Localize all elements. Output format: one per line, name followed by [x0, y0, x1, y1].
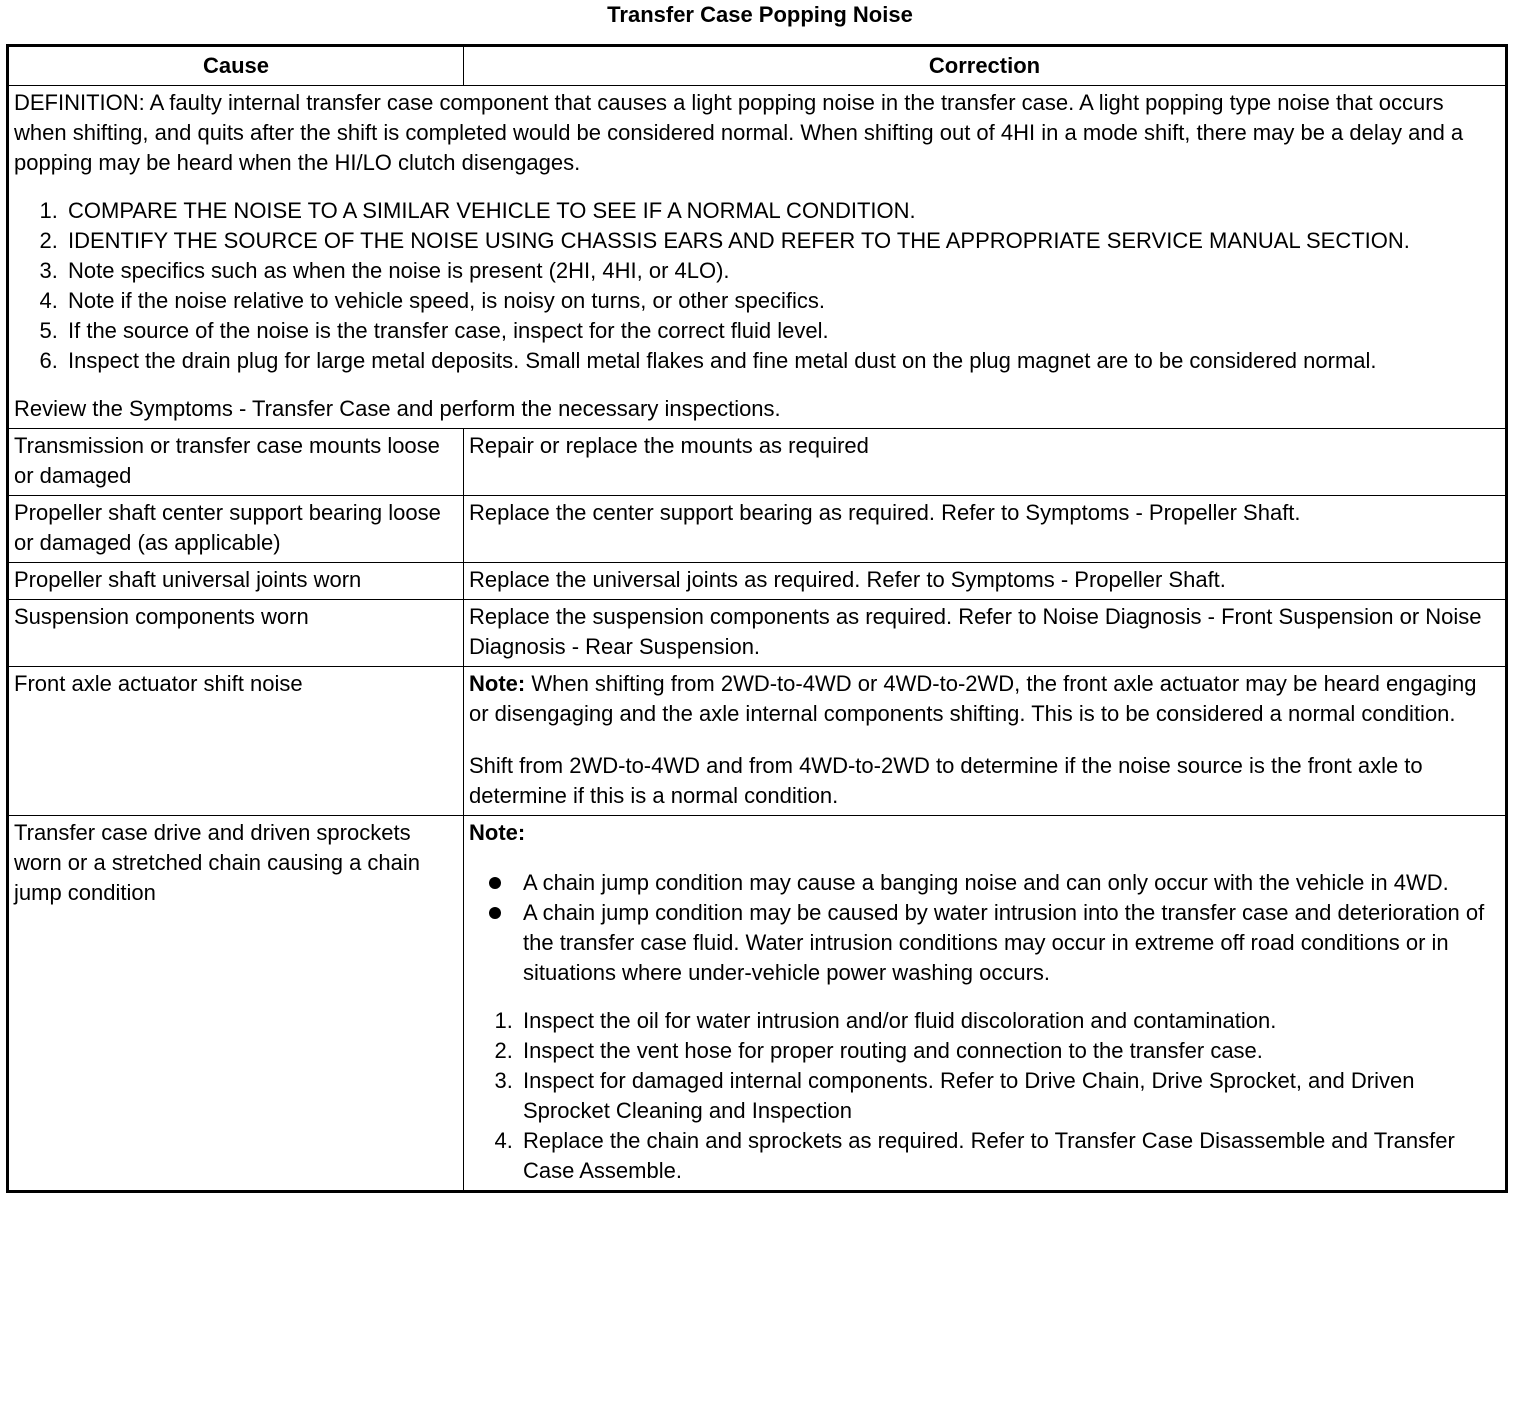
list-item: 1. Inspect the oil for water intrusion and/or fluid discoloration and contamination.	[519, 1006, 1500, 1036]
list-item: 4. Note if the noise relative to vehicle speed, is noisy on turns, or other specifics.	[64, 286, 1500, 316]
diagnosis-table	[6, 44, 1508, 1193]
correction-cell: Repair or replace the mounts as required	[464, 429, 1507, 496]
correction-cell	[464, 667, 1507, 816]
note-label: Note:	[469, 671, 526, 696]
cause-cell: Propeller shaft center support bearing loose or damaged (as applicable)	[8, 496, 464, 563]
correction-cell: Replace the suspension components as required. Refer to Noise Diagnosis - Front Suspension or Noise Diagnosis - Rear Suspension.	[464, 600, 1507, 667]
review-text: Review the Symptoms - Transfer Case and perform the necessary inspections.	[14, 396, 781, 421]
list-item: 1. COMPARE THE NOISE TO A SIMILAR VEHICLE TO SEE IF A NORMAL CONDITION.	[64, 196, 1500, 226]
cause-cell: Transfer case drive and driven sprockets worn or a stretched chain causing a chain jump condition	[8, 816, 464, 1192]
bullet-icon	[489, 877, 501, 889]
definition-steps	[14, 196, 1500, 376]
note-text: When shifting from 2WD-to-4WD or 4WD-to-2WD, the front axle actuator may be heard engaging or disengaging and the axle internal components shifting. This is to be considered a normal condition.	[469, 671, 1477, 726]
correction-header: Correction	[464, 46, 1507, 86]
table-row	[8, 600, 1507, 667]
cause-cell: Propeller shaft universal joints worn	[8, 563, 464, 600]
note-paragraph	[469, 669, 1500, 729]
cause-cell: Transmission or transfer case mounts loose or damaged	[8, 429, 464, 496]
note-label: Note:	[469, 820, 526, 845]
chain-steps	[469, 1006, 1500, 1186]
note-bullets	[469, 868, 1500, 988]
table-row	[8, 563, 1507, 600]
table-row	[8, 667, 1507, 816]
cause-cell: Front axle actuator shift noise	[8, 667, 464, 816]
list-item: 5. If the source of the noise is the transfer case, inspect for the correct fluid level.	[64, 316, 1500, 346]
list-item: 2. Inspect the vent hose for proper routing and connection to the transfer case.	[519, 1036, 1500, 1066]
list-item	[519, 898, 1500, 988]
list-item: 6. Inspect the drain plug for large metal deposits. Small metal flakes and fine metal dust on the plug magnet are to be considered normal.	[64, 346, 1500, 376]
instruction-text: Shift from 2WD-to-4WD and from 4WD-to-2WD to determine if the noise source is the front axle to determine if this is a normal condition.	[469, 753, 1423, 808]
list-item: 4. Replace the chain and sprockets as required. Refer to Transfer Case Disassemble and Transfer Case Assemble.	[519, 1126, 1500, 1186]
correction-cell: Replace the universal joints as required. Refer to Symptoms - Propeller Shaft.	[464, 563, 1507, 600]
table-row	[8, 496, 1507, 563]
cause-cell: Suspension components worn	[8, 600, 464, 667]
bullet-text: A chain jump condition may cause a banging noise and can only occur with the vehicle in 4WD.	[523, 870, 1449, 895]
bullet-icon	[489, 907, 501, 919]
correction-cell	[464, 816, 1507, 1192]
definition-row	[8, 86, 1507, 429]
definition-cell	[8, 86, 1507, 429]
bullet-text: A chain jump condition may be caused by water intrusion into the transfer case and deterioration of the transfer case fluid. Water intrusion conditions may occur in extreme off road conditions or in situations where under-vehicle power washing occurs.	[523, 900, 1485, 985]
table-row	[8, 816, 1507, 1192]
page-title: Transfer Case Popping Noise	[607, 2, 913, 27]
cause-header: Cause	[8, 46, 464, 86]
header-row	[8, 46, 1507, 86]
list-item: 2. IDENTIFY THE SOURCE OF THE NOISE USING CHASSIS EARS AND REFER TO THE APPROPRIATE SERVICE MANUAL SECTION.	[64, 226, 1500, 256]
list-item	[519, 868, 1500, 898]
list-item: 3. Note specifics such as when the noise is present (2HI, 4HI, or 4LO).	[64, 256, 1500, 286]
table-row	[8, 429, 1507, 496]
list-item: 3. Inspect for damaged internal components. Refer to Drive Chain, Drive Sprocket, and Driven Sprocket Cleaning and Inspection	[519, 1066, 1500, 1126]
correction-cell: Replace the center support bearing as required. Refer to Symptoms - Propeller Shaft.	[464, 496, 1507, 563]
definition-text: DEFINITION: A faulty internal transfer case component that causes a light popping noise in the transfer case. A light popping type noise that occurs when shifting, and quits after the shift is completed would be considered normal. When shifting out of 4HI in a mode shift, there may be a delay and a popping may be heard when the HI/LO clutch disengages.	[14, 90, 1464, 175]
